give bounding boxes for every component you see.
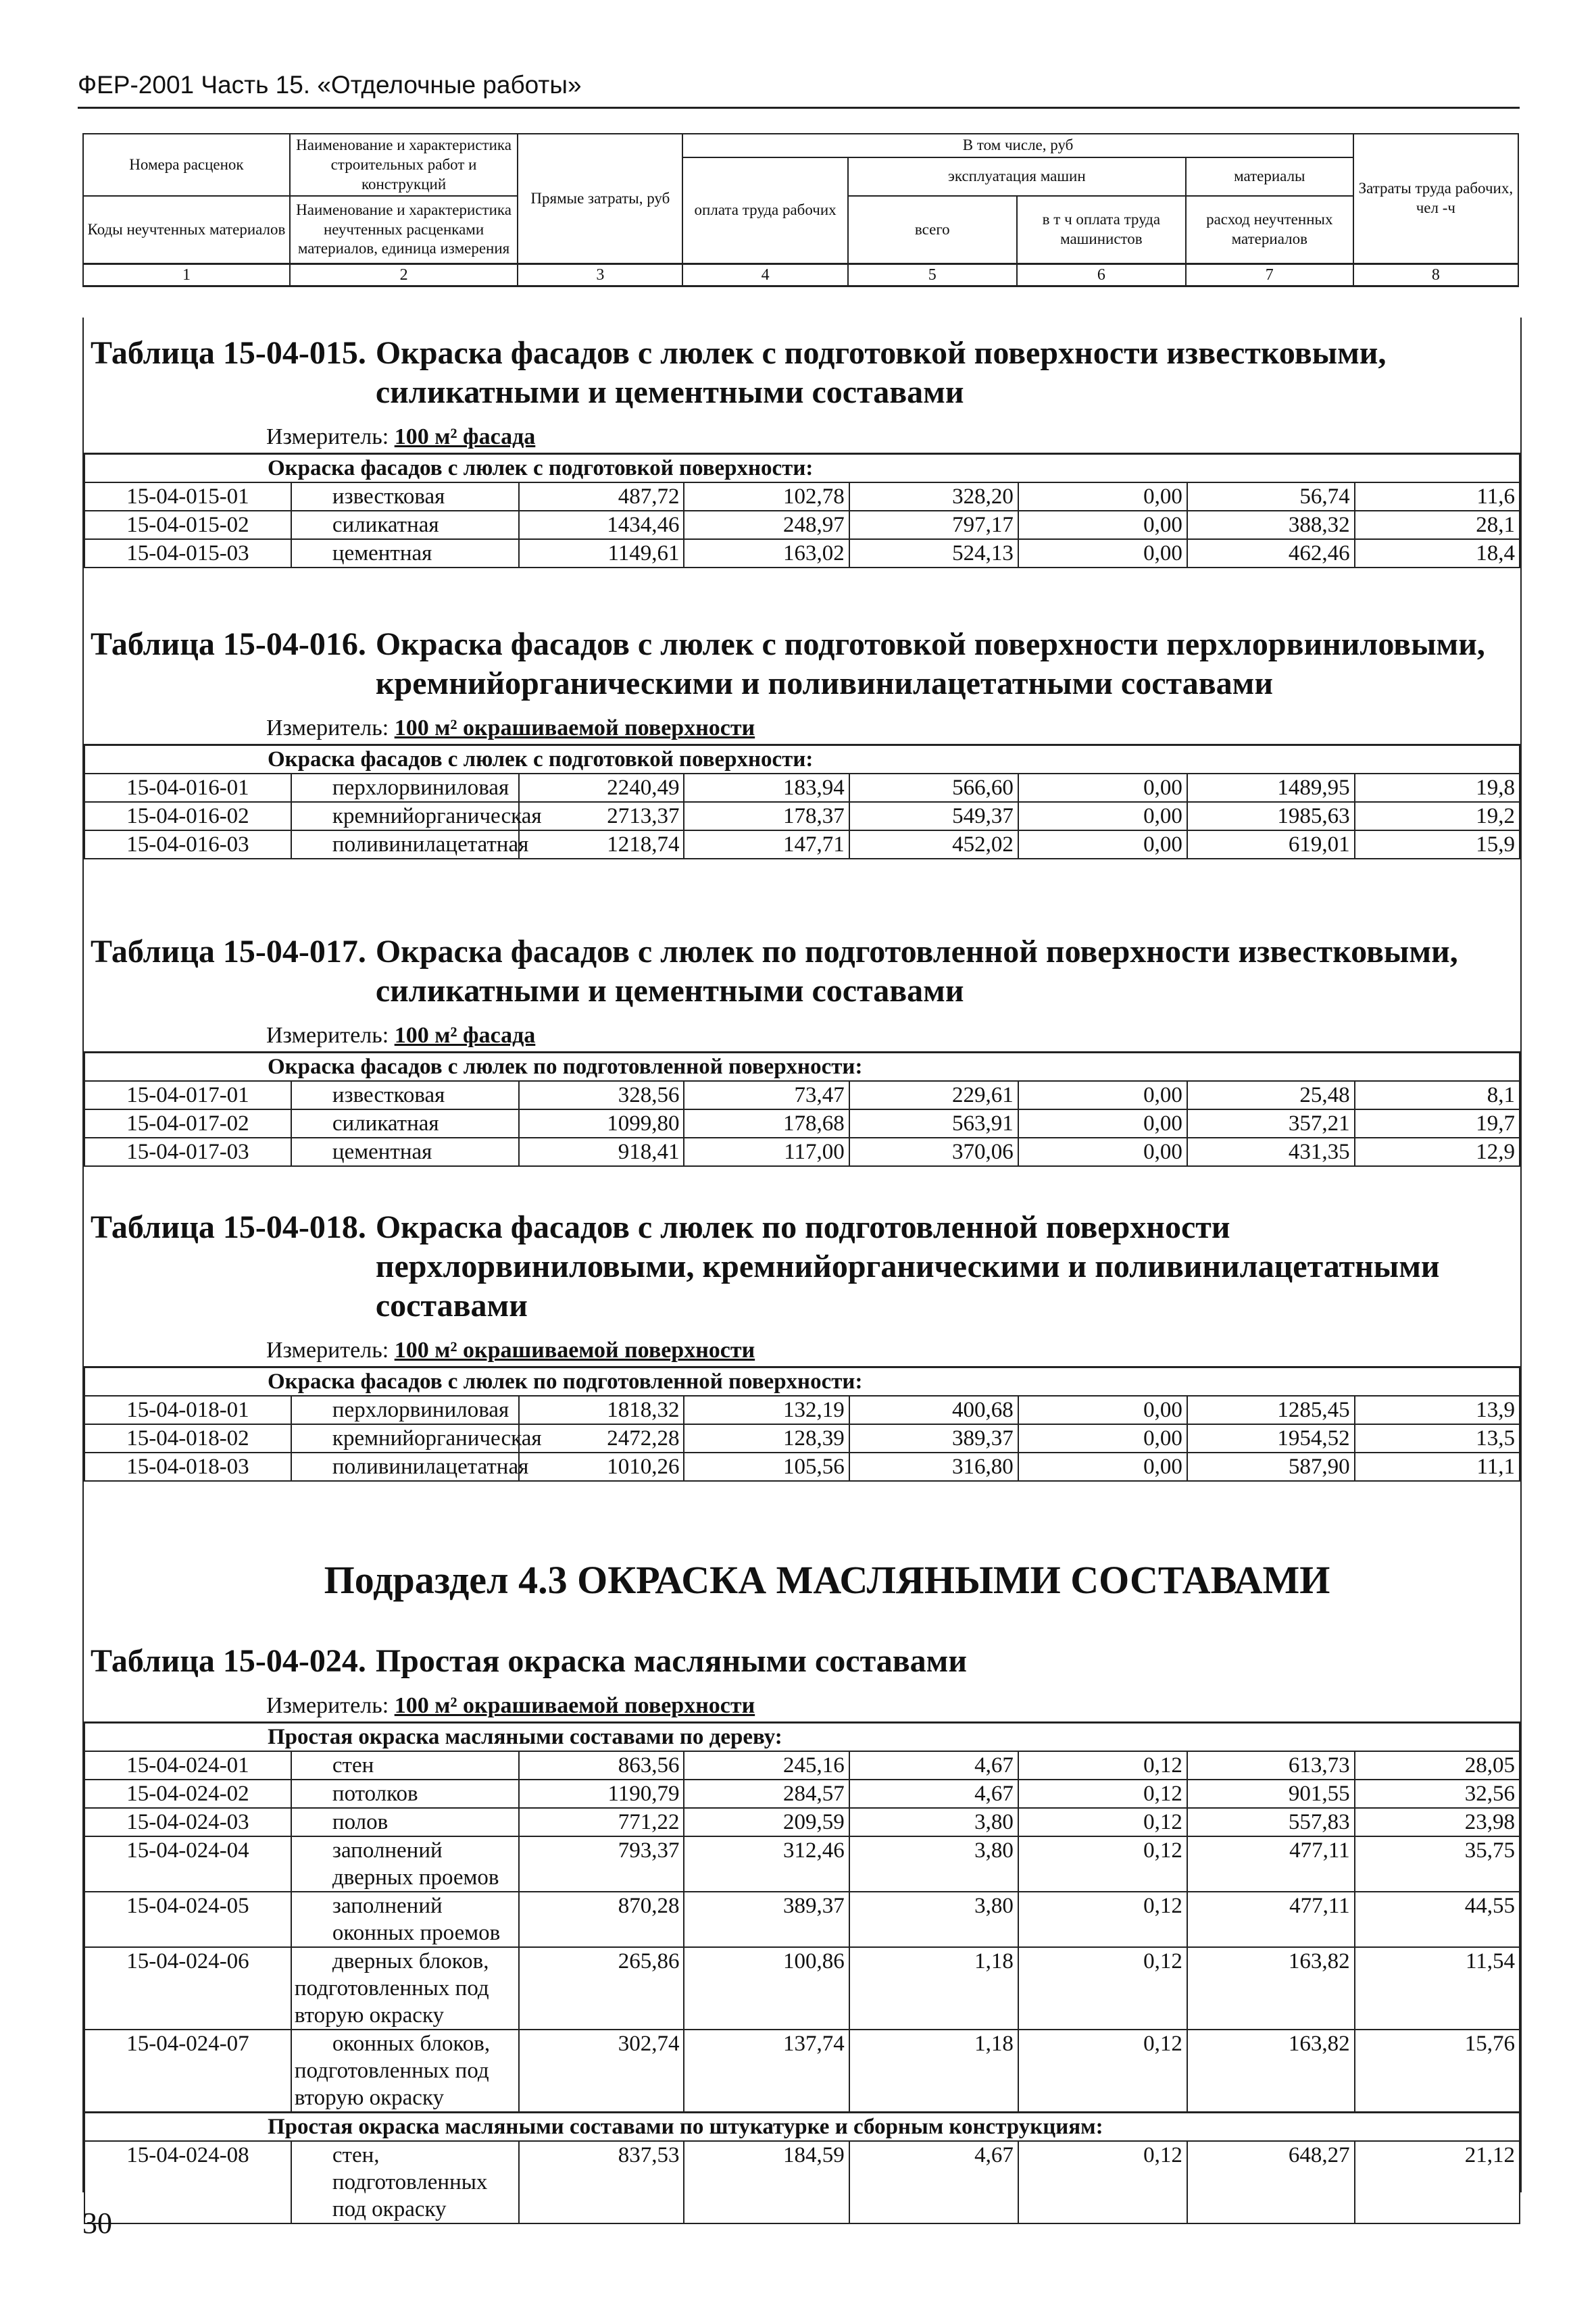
machines-total: 549,37 [849,802,1018,830]
col-number: 8 [1353,263,1518,286]
table-row [84,1947,1520,2030]
col-number: 4 [682,263,847,286]
materials-cost: 163,82 [1187,1947,1355,2030]
rate-code: 15-04-017-01 [84,1081,291,1109]
col-number: 5 [848,263,1017,286]
wages: 100,86 [684,1947,849,2030]
work-name: заполнений оконных проемов [291,1892,519,1947]
rate-code: 15-04-024-08 [84,2141,291,2223]
direct-costs: 863,56 [519,1751,684,1780]
rates-table [84,1721,1520,2224]
materials-cost: 648,27 [1187,2141,1355,2223]
rate-code: 15-04-024-07 [84,2030,291,2113]
measure-value: 100 м² фасада [394,424,536,449]
table-row [84,539,1520,568]
wages: 102,78 [684,482,849,511]
rate-code: 15-04-024-04 [84,1836,291,1892]
machinists-wages: 0,12 [1018,1836,1187,1892]
group-row [84,454,1520,483]
direct-costs: 2472,28 [519,1424,684,1453]
rate-code: 15-04-018-02 [84,1424,291,1453]
work-name: перхлорвиниловая [291,1396,519,1424]
column-header-table [82,133,1519,287]
work-name-text: дверных блоков, подготовленных под вторую окраску [294,1949,489,2028]
machines-total: 566,60 [849,774,1018,802]
work-name: стен, подготовленных под окраску [291,2141,519,2223]
machinists-wages: 0,00 [1018,1424,1187,1453]
table-row [84,2141,1520,2223]
machines-total: 316,80 [849,1453,1018,1481]
direct-costs: 2713,37 [519,802,684,830]
materials-cost: 587,90 [1187,1453,1355,1481]
work-name: заполнений дверных проемов [291,1836,519,1892]
table-row [84,2030,1520,2113]
machines-total: 3,80 [849,1892,1018,1947]
materials-cost: 357,21 [1187,1109,1355,1138]
direct-costs: 1149,61 [519,539,684,568]
work-name: потолков [291,1780,519,1808]
table-row [84,802,1520,830]
content-frame [82,318,1522,2221]
materials-cost: 388,32 [1187,511,1355,539]
header-codes: Коды неучтенных материалов [83,196,290,263]
materials-cost: 163,82 [1187,2030,1355,2113]
work-name: силикатная [291,511,519,539]
direct-costs: 328,56 [519,1081,684,1109]
wages: 105,56 [684,1453,849,1481]
materials-cost: 431,35 [1187,1138,1355,1166]
col-number: 2 [290,263,518,286]
direct-costs: 1010,26 [519,1453,684,1481]
direct-costs: 837,53 [519,2141,684,2223]
rate-code: 15-04-024-03 [84,1808,291,1836]
materials-cost: 477,11 [1187,1892,1355,1947]
wages: 184,59 [684,2141,849,2223]
direct-costs: 870,28 [519,1892,684,1947]
machines-total: 328,20 [849,482,1018,511]
group-title: Окраска фасадов с люлек по подготовленной поверхности: [84,1367,1520,1397]
work-name [291,1947,519,2030]
direct-costs: 771,22 [519,1808,684,1836]
header-wages: оплата труда рабочих [682,157,847,264]
table-row [84,1751,1520,1780]
running-header: ФЕР-2001 Часть 15. «Отделочные работы» [78,71,582,99]
machinists-wages: 0,00 [1018,774,1187,802]
rate-code: 15-04-016-03 [84,830,291,859]
header-machines: эксплуатация машин [848,157,1186,197]
direct-costs: 1190,79 [519,1780,684,1808]
measure-unit [266,1335,1520,1366]
work-name: перхлорвиниловая [291,774,519,802]
machinists-wages: 0,12 [1018,1780,1187,1808]
machinists-wages: 0,00 [1018,1138,1187,1166]
machines-total: 3,80 [849,1836,1018,1892]
table-name: Окраска фасадов с люлек по подготовленной поверхности перхлорвиниловыми, кремнийорганическими и поливинилацетатными составами [375,1209,1440,1324]
machinists-wages: 0,00 [1018,1453,1187,1481]
labor-costs: 35,75 [1355,1836,1520,1892]
rate-code: 15-04-024-06 [84,1947,291,2030]
machines-total: 1,18 [849,2030,1018,2113]
materials-cost: 1489,95 [1187,774,1355,802]
table-row [84,511,1520,539]
machinists-wages: 0,00 [1018,539,1187,568]
labor-costs: 44,55 [1355,1892,1520,1947]
table-number: Таблица 15-04-015. [91,335,366,371]
rates-table [84,453,1520,568]
group-title: Окраска фасадов с люлек по подготовленной поверхности: [84,1053,1520,1082]
group-title: Простая окраска масляными составами по штукатурке и сборным конструкциям: [84,2113,1520,2142]
machines-total: 229,61 [849,1081,1018,1109]
wages: 147,71 [684,830,849,859]
materials-cost: 1954,52 [1187,1424,1355,1453]
labor-costs: 11,54 [1355,1947,1520,2030]
direct-costs: 302,74 [519,2030,684,2113]
measure-label: Измеритель: [266,1338,389,1363]
labor-costs: 21,12 [1355,2141,1520,2223]
measure-label: Измеритель: [266,1693,389,1718]
rates-table [84,1051,1520,1167]
direct-costs: 1434,46 [519,511,684,539]
rate-code: 15-04-024-01 [84,1751,291,1780]
materials-cost: 1985,63 [1187,802,1355,830]
rate-table-block [84,932,1520,1167]
direct-costs: 2240,49 [519,774,684,802]
direct-costs: 265,86 [519,1947,684,2030]
wages: 132,19 [684,1396,849,1424]
machinists-wages: 0,12 [1018,1751,1187,1780]
wages: 178,68 [684,1109,849,1138]
header-including: В том числе, руб [682,134,1353,157]
table-name: Простая окраска масляными составами [375,1643,967,1679]
work-name: цементная [291,1138,519,1166]
wages: 389,37 [684,1892,849,1947]
labor-costs: 28,1 [1355,511,1520,539]
materials-cost: 613,73 [1187,1751,1355,1780]
rate-table-block [84,334,1520,568]
labor-costs: 23,98 [1355,1808,1520,1836]
section-heading: Подраздел 4.3 ОКРАСКА МАСЛЯНЫМИ СОСТАВАМИ [324,1558,1330,1602]
table-number: Таблица 15-04-017. [91,934,366,970]
machines-total: 370,06 [849,1138,1018,1166]
materials-cost: 619,01 [1187,830,1355,859]
header-name: Наименование и характеристика строительных работ и конструкций [290,134,518,196]
table-number: Таблица 15-04-024. [91,1643,366,1679]
labor-costs: 19,7 [1355,1109,1520,1138]
table-row [84,482,1520,511]
table-row [84,1109,1520,1138]
table-row [84,1081,1520,1109]
machinists-wages: 0,00 [1018,830,1187,859]
header-rule [78,107,1520,109]
direct-costs: 487,72 [519,482,684,511]
labor-costs: 32,56 [1355,1780,1520,1808]
materials-cost: 557,83 [1187,1808,1355,1836]
machinists-wages: 0,12 [1018,1892,1187,1947]
rate-table-block [84,1642,1520,2224]
table-row [84,1808,1520,1836]
rate-code: 15-04-017-03 [84,1138,291,1166]
wages: 209,59 [684,1808,849,1836]
table-name: Окраска фасадов с люлек с подготовкой поверхности известковыми, силикатными и цементными составами [375,335,1387,410]
labor-costs: 28,05 [1355,1751,1520,1780]
group-title: Окраска фасадов с люлек с подготовкой поверхности: [84,745,1520,774]
measure-unit [266,713,1520,744]
machinists-wages: 0,00 [1018,802,1187,830]
measure-value: 100 м² окрашиваемой поверхности [394,1693,755,1718]
labor-costs: 18,4 [1355,539,1520,568]
header-machines-total: всего [848,196,1017,263]
wages: 163,02 [684,539,849,568]
machines-total: 1,18 [849,1947,1018,2030]
rates-table [84,744,1520,859]
wages: 137,74 [684,2030,849,2113]
rate-table-block [84,625,1520,859]
work-name: известковая [291,1081,519,1109]
wages: 248,97 [684,511,849,539]
wages: 183,94 [684,774,849,802]
work-name: цементная [291,539,519,568]
header-labor: Затраты труда рабочих, чел -ч [1353,134,1518,263]
wages: 117,00 [684,1138,849,1166]
table-number: Таблица 15-04-018. [91,1209,366,1245]
machines-total: 452,02 [849,830,1018,859]
header-materials: материалы [1186,157,1353,197]
group-title: Простая окраска масляными составами по дереву: [84,1723,1520,1752]
wages: 245,16 [684,1751,849,1780]
work-name: кремнийорганическая [291,1424,519,1453]
direct-costs: 1218,74 [519,830,684,859]
col-number: 1 [83,263,290,286]
header-name-2: Наименование и характеристика неучтенных расценками материалов, единица измерения [290,196,518,263]
measure-label: Измеритель: [266,715,389,740]
machines-total: 4,67 [849,1780,1018,1808]
wages: 312,46 [684,1836,849,1892]
header-machinists: в т ч оплата труда машинистов [1017,196,1186,263]
measure-label: Измеритель: [266,424,389,449]
labor-costs: 19,8 [1355,774,1520,802]
col-number: 6 [1017,263,1186,286]
table-row [84,1836,1520,1892]
machinists-wages: 0,12 [1018,1947,1187,2030]
group-title: Окраска фасадов с люлек с подготовкой поверхности: [84,454,1520,483]
measure-unit [266,1690,1520,1721]
work-name [291,2030,519,2113]
rate-code: 15-04-018-03 [84,1453,291,1481]
rate-table-block [84,1208,1520,1482]
machines-total: 4,67 [849,2141,1018,2223]
measure-value: 100 м² окрашиваемой поверхности [394,715,755,740]
materials-cost: 477,11 [1187,1836,1355,1892]
table-row [84,1892,1520,1947]
table-title [84,932,1520,1011]
work-name: известковая [291,482,519,511]
measure-unit [266,1020,1520,1051]
group-row [84,745,1520,774]
labor-costs: 19,2 [1355,802,1520,830]
work-name: поливинилацетатная [291,830,519,859]
table-row [84,1780,1520,1808]
group-row [84,1053,1520,1082]
group-row [84,1367,1520,1397]
table-row [84,830,1520,859]
materials-cost: 1285,45 [1187,1396,1355,1424]
work-name-text: оконных блоков, подготовленных под вторую окраску [294,2032,491,2110]
wages: 284,57 [684,1780,849,1808]
table-name: Окраска фасадов с люлек по подготовленной поверхности известковыми, силикатными и цементными составами [375,934,1458,1009]
measure-value: 100 м² окрашиваемой поверхности [394,1338,755,1363]
header-numbers: Номера расценок [83,134,290,196]
work-name: полов [291,1808,519,1836]
rate-code: 15-04-015-02 [84,511,291,539]
rate-code: 15-04-024-05 [84,1892,291,1947]
table-title [84,334,1520,412]
measure-value: 100 м² фасада [394,1023,536,1048]
table-title [84,1208,1520,1326]
header-materials-unaccounted: расход неучтенных материалов [1186,196,1353,263]
rate-code: 15-04-018-01 [84,1396,291,1424]
direct-costs: 793,37 [519,1836,684,1892]
machines-total: 3,80 [849,1808,1018,1836]
machinists-wages: 0,12 [1018,1808,1187,1836]
direct-costs: 1099,80 [519,1109,684,1138]
materials-cost: 462,46 [1187,539,1355,568]
labor-costs: 11,1 [1355,1453,1520,1481]
table-title [84,1642,1520,1681]
wages: 128,39 [684,1424,849,1453]
machinists-wages: 0,00 [1018,511,1187,539]
machinists-wages: 0,12 [1018,2141,1187,2223]
table-number: Таблица 15-04-016. [91,626,366,662]
work-name: силикатная [291,1109,519,1138]
machines-total: 389,37 [849,1424,1018,1453]
work-name: стен [291,1751,519,1780]
labor-costs: 13,9 [1355,1396,1520,1424]
measure-unit [266,422,1520,453]
table-row [84,1396,1520,1424]
labor-costs: 8,1 [1355,1081,1520,1109]
col-number: 7 [1186,263,1353,286]
machines-total: 4,67 [849,1751,1018,1780]
machinists-wages: 0,00 [1018,482,1187,511]
rates-table [84,1366,1520,1482]
labor-costs: 12,9 [1355,1138,1520,1166]
page-number: 30 [82,2207,112,2240]
labor-costs: 11,6 [1355,482,1520,511]
machinists-wages: 0,00 [1018,1396,1187,1424]
wages: 178,37 [684,802,849,830]
rate-code: 15-04-017-02 [84,1109,291,1138]
table-name: Окраска фасадов с люлек с подготовкой поверхности перхлорвиниловыми, кремнийорганическими и поливинилацетатными составами [375,626,1485,701]
machinists-wages: 0,00 [1018,1109,1187,1138]
rate-code: 15-04-015-01 [84,482,291,511]
header-direct-costs: Прямые затраты, руб [518,134,682,263]
machines-total: 524,13 [849,539,1018,568]
labor-costs: 15,9 [1355,830,1520,859]
table-row [84,1138,1520,1166]
direct-costs: 918,41 [519,1138,684,1166]
machines-total: 797,17 [849,511,1018,539]
rate-code: 15-04-016-02 [84,802,291,830]
table-title [84,625,1520,703]
machinists-wages: 0,00 [1018,1081,1187,1109]
col-number: 3 [518,263,682,286]
table-row [84,1453,1520,1481]
group-row [84,1723,1520,1752]
table-row [84,774,1520,802]
direct-costs: 1818,32 [519,1396,684,1424]
materials-cost: 901,55 [1187,1780,1355,1808]
labor-costs: 13,5 [1355,1424,1520,1453]
measure-label: Измеритель: [266,1023,389,1048]
materials-cost: 25,48 [1187,1081,1355,1109]
machinists-wages: 0,12 [1018,2030,1187,2113]
machines-total: 563,91 [849,1109,1018,1138]
table-row [84,1424,1520,1453]
machines-total: 400,68 [849,1396,1018,1424]
rate-code: 15-04-015-03 [84,539,291,568]
rate-code: 15-04-024-02 [84,1780,291,1808]
labor-costs: 15,76 [1355,2030,1520,2113]
group-row [84,2113,1520,2142]
rate-code: 15-04-016-01 [84,774,291,802]
work-name: кремнийорганическая [291,802,519,830]
wages: 73,47 [684,1081,849,1109]
materials-cost: 56,74 [1187,482,1355,511]
work-name: поливинилацетатная [291,1453,519,1481]
